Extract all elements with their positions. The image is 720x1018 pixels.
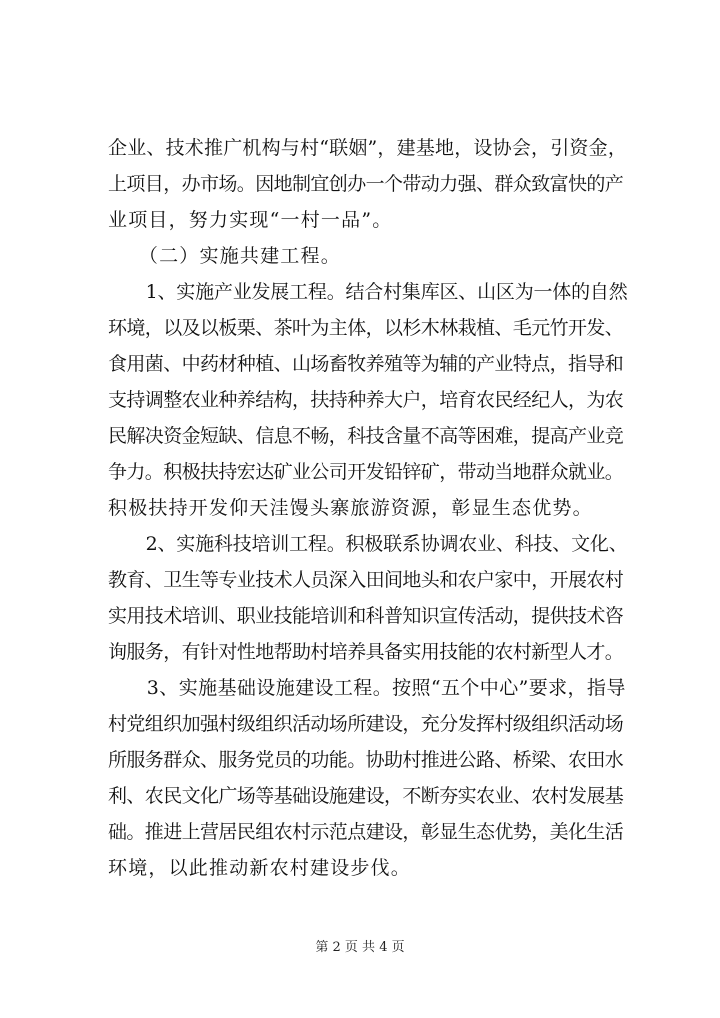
text-line: 实用技术培训、职业技能培训和科普知识宣传活动，提供技术咨 (108, 605, 624, 627)
text-line: 环境，以此推动新农村建设步伐。 (108, 857, 412, 879)
section-heading: （二）实施共建工程。 (108, 245, 341, 267)
text-line: 食用菌、中药材种植、山场畜牧养殖等为辅的产业特点，指导和 (108, 353, 624, 375)
text-line: 企业、技术推广机构与村“联姻”，建基地，设协会，引资金， (108, 137, 628, 159)
text-line: 利、农民文化广场等基础设施建设，不断夯实农业、农村发展基 (108, 785, 624, 807)
text-line: 争力。积极扶持宏达矿业公司开发铅锌矿，带动当地群众就业。 (108, 461, 624, 483)
text-line: 上项目，办市场。因地制宜创办一个带动力强、群众致富快的产 (108, 173, 624, 195)
text-line: 支持调整农业种养结构，扶持种养大户，培育农民经纪人，为农 (108, 389, 624, 411)
text-line: 础。推进上营居民组农村示范点建设，彰显生态优势，美化生活 (108, 821, 624, 843)
body-text (108, 130, 628, 886)
text-line: 所服务群众、服务党员的功能。协助村推进公路、桥梁、农田水 (108, 749, 624, 771)
text-line: 民解决资金短缺、信息不畅，科技含量不高等困难，提高产业竞 (108, 425, 624, 447)
text-line: 教育、卫生等专业技术人员深入田间地头和农户家中，开展农村 (108, 569, 624, 591)
text-line: 3、实施基础设施建设工程。按照“五个中心”要求，指导 (108, 677, 626, 699)
text-line: 村党组织加强村级组织活动场所建设，充分发挥村级组织活动场 (108, 713, 624, 735)
text-line: 询服务，有针对性地帮助村培养具备实用技能的农村新型人才。 (108, 641, 624, 663)
text-line: 1、实施产业发展工程。结合村集库区、山区为一体的自然 (108, 281, 628, 303)
text-line: 业项目，努力实现“一村一品”。 (108, 209, 393, 231)
text-line: 积极扶持开发仰天洼馒头寨旅游资源，彰显生态优势。 (108, 497, 593, 519)
page-footer: 第 2 页 共 4 页 (315, 940, 405, 955)
text-line: 环境，以及以板栗、茶叶为主体，以杉木林栽植、毛元竹开发、 (108, 317, 624, 339)
text-line: 2、实施科技培训工程。积极联系协调农业、科技、文化、 (108, 533, 628, 555)
